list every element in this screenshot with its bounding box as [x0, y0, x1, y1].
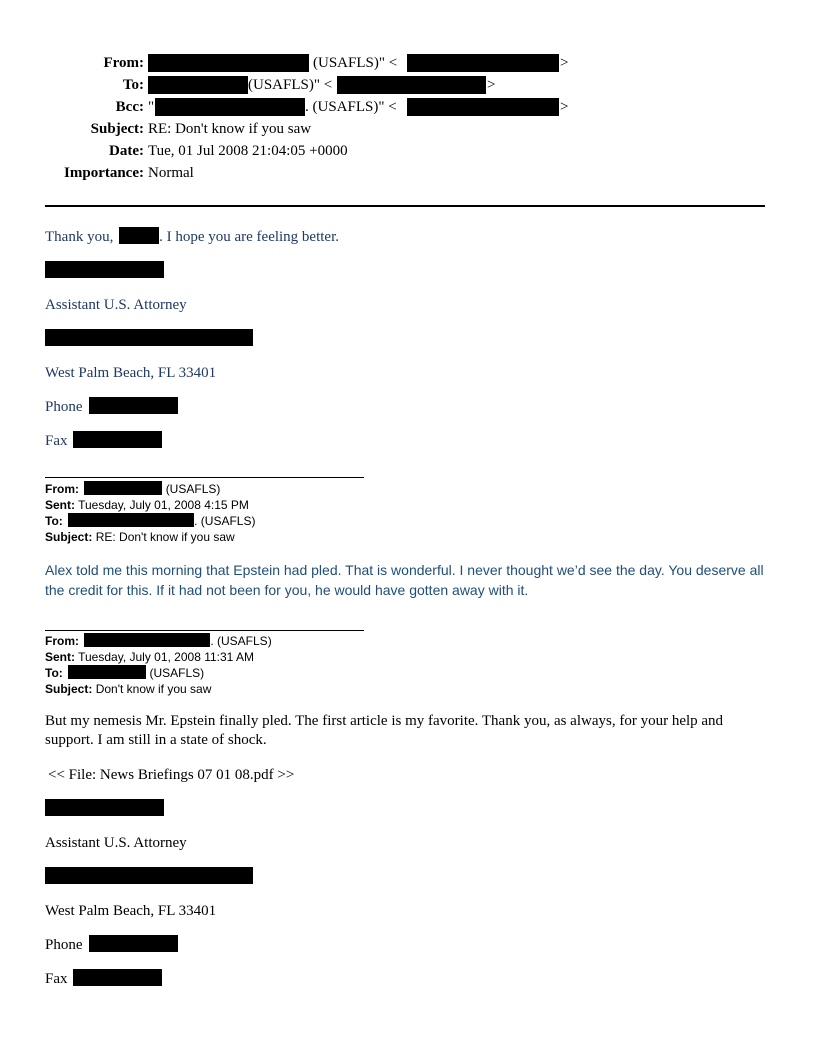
msg3-signature-title: Assistant U.S. Attorney — [45, 835, 187, 851]
msg2-subject-label: Subject: — [45, 530, 93, 544]
fax-label: Fax — [45, 433, 68, 449]
msg3-signature-city: West Palm Beach, FL 33401 — [45, 903, 217, 919]
msg3-from-line — [45, 633, 272, 649]
msg2-subject-value: RE: Don't know if you saw — [95, 530, 235, 544]
msg3-to-line — [45, 665, 204, 681]
msg3-subject-line — [45, 681, 211, 697]
redaction-fax — [73, 431, 162, 448]
msg3-subject-label: Subject: — [45, 682, 93, 696]
redaction-signature-name — [45, 261, 164, 278]
redaction-bcc-name — [155, 98, 305, 116]
msg3-subject-value: Don't know if you saw — [95, 682, 212, 696]
redaction-msg3-address — [45, 867, 253, 884]
redaction-to-email — [337, 76, 486, 94]
msg2-from-line — [45, 481, 220, 497]
from-text: (USAFLS)" < — [313, 55, 398, 71]
signature-title: Assistant U.S. Attorney — [45, 297, 187, 313]
subject-value: RE: Don't know if you saw — [148, 121, 312, 137]
from-end: > — [560, 55, 569, 71]
redaction-phone — [89, 397, 178, 414]
thank-you-line — [45, 227, 339, 247]
bcc-label: Bcc: — [115, 99, 144, 115]
msg2-to-line — [45, 513, 255, 529]
msg2-from-label: From: — [45, 482, 79, 496]
msg3-to-label: To: — [45, 666, 63, 680]
bcc-text: . (USAFLS)" < — [305, 99, 397, 115]
msg3-sent-label: Sent: — [45, 650, 75, 664]
msg3-to-text: (USAFLS) — [149, 666, 205, 680]
msg2-sent-line — [45, 497, 249, 513]
attachment-link[interactable]: << File: News Briefings 07 01 08.pdf >> — [48, 767, 295, 783]
msg3-sent-value: Tuesday, July 01, 2008 11:31 AM — [78, 650, 255, 664]
importance-value: Normal — [148, 165, 194, 181]
msg2-from-text: (USAFLS) — [165, 482, 221, 496]
redaction-msg3-from — [84, 633, 210, 647]
subject-label: Subject: — [90, 121, 144, 137]
redaction-msg3-phone — [89, 935, 178, 952]
msg3-phone-label: Phone — [45, 937, 83, 953]
header-divider — [45, 205, 765, 207]
thank-you-pre: Thank you, — [45, 229, 114, 245]
redaction-to-name — [148, 76, 248, 94]
msg2-subject-line — [45, 529, 235, 545]
bcc-end: > — [560, 99, 569, 115]
redaction-from-name — [148, 54, 309, 72]
to-text: (USAFLS)" < — [248, 77, 333, 93]
thank-you-post: . I hope you are feeling better. — [159, 229, 340, 245]
msg2-to-label: To: — [45, 514, 63, 528]
redaction-msg2-from — [84, 481, 162, 495]
signature-city: West Palm Beach, FL 33401 — [45, 365, 217, 381]
to-end: > — [487, 77, 496, 93]
msg3-body: But my nemesis Mr. Epstein finally pled. The first article is my favorite. Thank you, as always, for your help and support. I am still in a state of shock. — [45, 713, 724, 748]
redaction-from-email — [407, 54, 559, 72]
msg2-sent-label: Sent: — [45, 498, 75, 512]
bcc-quote: " — [148, 99, 155, 115]
from-label: From: — [103, 55, 144, 71]
quote-divider-2 — [45, 630, 364, 631]
redaction-msg2-to — [68, 513, 194, 527]
date-value: Tue, 01 Jul 2008 21:04:05 +0000 — [148, 143, 348, 159]
phone-label: Phone — [45, 399, 83, 415]
msg2-to-text: . (USAFLS) — [194, 514, 256, 528]
importance-label: Importance: — [64, 165, 144, 181]
msg2-body: Alex told me this morning that Epstein had pled. That is wonderful. I never thought we’d see the day. You deserve all the credit for this. If it had not been for you, he would have gotten away with it. — [45, 562, 764, 598]
redaction-address — [45, 329, 253, 346]
to-label: To: — [122, 77, 144, 93]
quote-divider-1 — [45, 477, 364, 478]
redaction-bcc-email — [407, 98, 559, 116]
msg3-sent-line — [45, 649, 254, 665]
redaction-name — [119, 227, 159, 244]
msg3-from-label: From: — [45, 634, 79, 648]
msg3-from-text: . (USAFLS) — [210, 634, 272, 648]
msg2-sent-value: Tuesday, July 01, 2008 4:15 PM — [78, 498, 249, 512]
redaction-msg3-signature-name — [45, 799, 164, 816]
msg3-fax-label: Fax — [45, 971, 68, 987]
redaction-msg3-fax — [73, 969, 162, 986]
date-label: Date: — [109, 143, 144, 159]
redaction-msg3-to — [68, 665, 146, 679]
